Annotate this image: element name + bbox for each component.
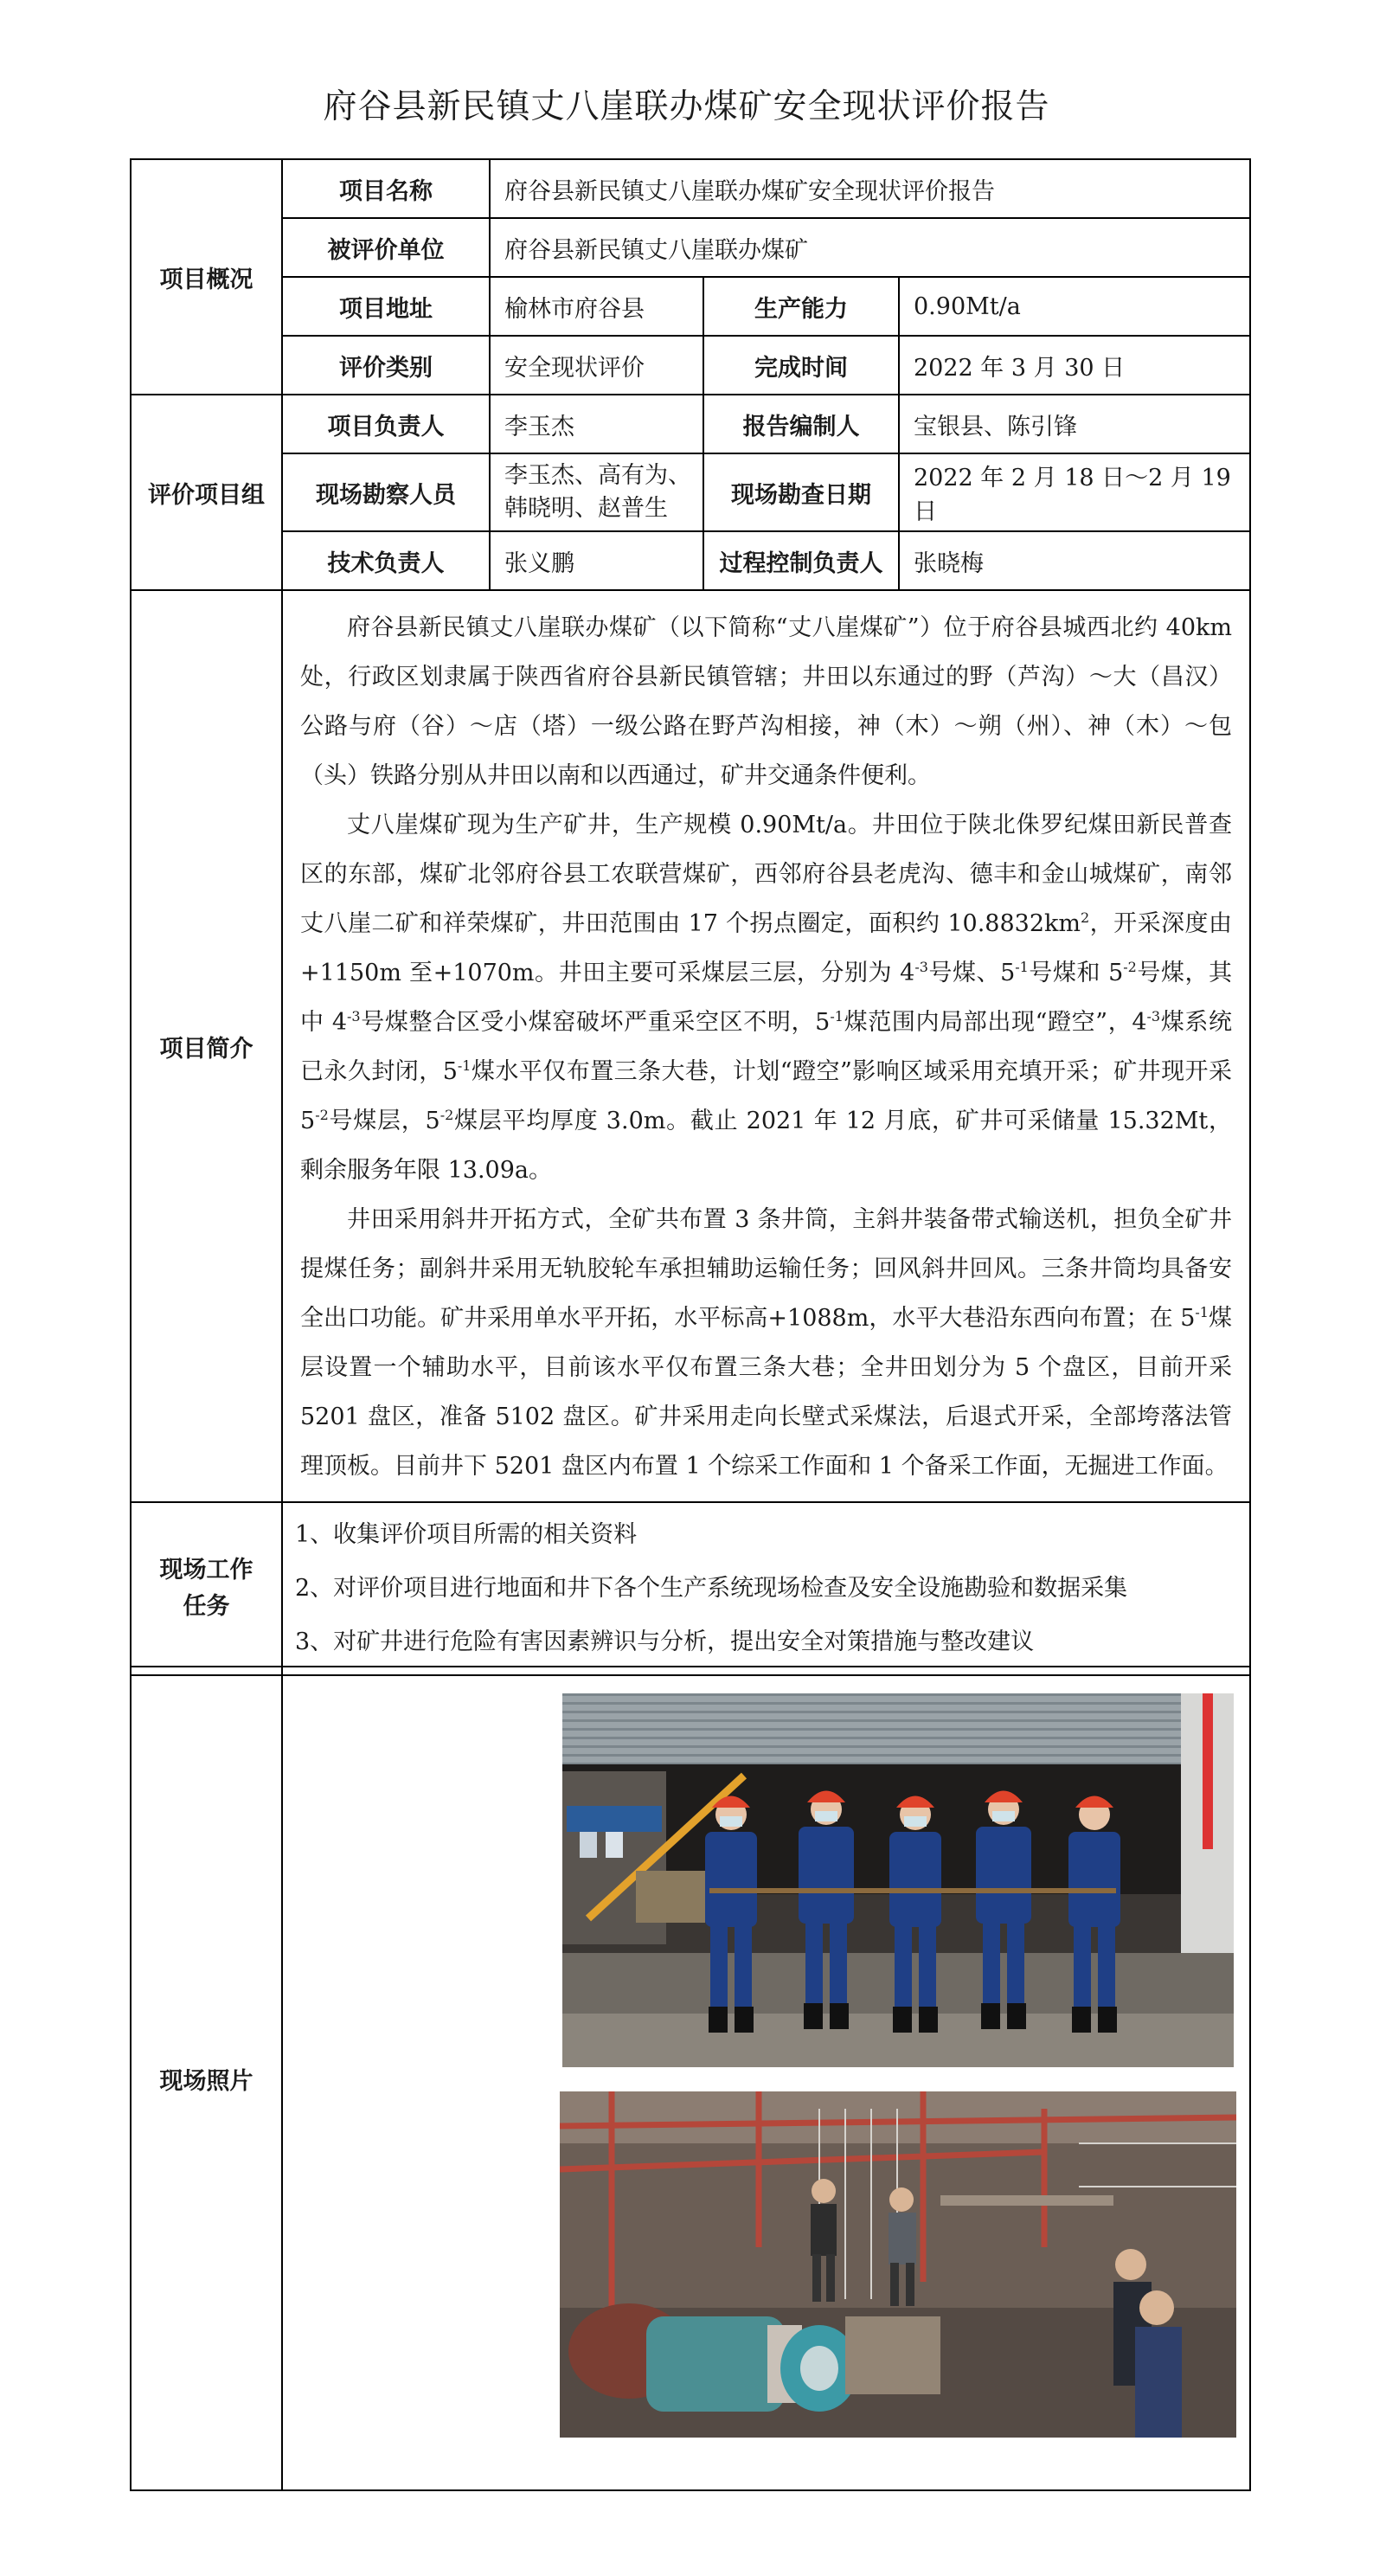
intro-paragraph-1: 府谷县新民镇丈八崖联办煤矿（以下简称“丈八崖煤矿”）位于府谷县城西北约 40km 处，行政区划隶属于陕西省府谷县新民镇管辖；井田以东通过的野（芦沟）～大（昌汉）公路与府（谷）～店（塔）一级公路在野芦沟相接，神（木）～朔（州）、神（木）～包（头）铁路分别从井田以南和以西通过，矿井交通条件便利。 [300,614,1232,789]
address-value: 榆林市府谷县 [490,277,703,336]
capacity-label: 生产能力 [703,277,899,336]
report-writer-label: 报告编制人 [703,395,899,453]
category-value: 安全现状评价 [490,336,703,395]
surveyors-line-2: 韩晓明、赵普生 [504,495,668,522]
evaluated-unit-value: 府谷县新民镇丈八崖联办煤矿 [490,218,1250,277]
project-name-label: 项目名称 [282,159,490,218]
report-summary-table [130,158,1251,1676]
tech-lead-label: 技术负责人 [282,531,490,590]
page-title: 府谷县新民镇丈八崖联办煤矿安全现状评价报告 [323,87,1050,126]
task-item: 1、收集评价项目所需的相关资料 [295,1521,638,1548]
section-team: 评价项目组 [131,395,282,590]
surveyors-line-1: 李玉杰、高有为、 [504,462,691,489]
survey-date-value: 2022 年 2 月 18 日～2 月 19 日 [899,453,1250,531]
tech-lead-value: 张义鹏 [490,531,703,590]
intro-paragraph-3: 井田采用斜井开拓方式，全矿共布置 3 条井筒，主斜井装备带式输送机，担负全矿井提煤任务；副斜井采用无轨胶轮车承担辅助运输任务；回风斜井回风。三条井筒均具备安全出口功能。矿井采用单水平开拓，水平标高+1088m，水平大巷沿东西向布置；在 $5^{-1}$煤层设置一个辅助水平，目前该水平仅布置三条大巷；全井田划分为 5 个盘区，目前开采 5201 盘区，准备 5102 盘区。矿井采用走向长壁式采煤法，后退式开采，全部垮落法管理顶板。目前井下 5201 盘区内布置 1 个综采工作面和 1 个备采工作面，无掘进工作面。 [300,1206,1233,1480]
completion-value: 2022 年 3 月 30 日 [899,336,1250,395]
leader-value: 李玉杰 [490,395,703,453]
process-control-label: 过程控制负责人 [703,531,899,590]
completion-label: 完成时间 [703,336,899,395]
survey-date-label: 现场勘查日期 [703,453,899,531]
section-photos: 现场照片 [131,1667,282,2490]
intro-paragraph-2: 丈八崖煤矿现为生产矿井，生产规模 0.90Mt/a。井田位于陕北侏罗纪煤田新民普查区的东部，煤矿北邻府谷县工农联营煤矿，西邻府谷县老虎沟、德丰和金山城煤矿，南邻丈八崖二矿和祥荣煤矿，井田范围由 17 个拐点圈定，面积约 $10.8832km^2$，开采深度由+1150m 至+1070m。井田主要可采煤层三层，分别为 $4^{-3}$号煤、$5^{-1}$号煤和 $5^{-2}$号煤，其中 $4^{-3}$号煤整合区受小煤窑破坏严重采空区不明，$5^{-1}$煤范围内局部出现“蹬空”，$4^{-3}$煤系统已永久封闭，$5^{-1}$煤水平仅布置三条大巷，计划“蹬空”影响区域采用充填开采；矿井现开采 $5^{-2}$号煤层，$5^{-2}$煤层平均厚度 3.0m。截止 2021 年 12 月底，矿井可采储量 15.32Mt，剩余服务年限 13.09a。 [300,812,1233,1184]
intro-text [282,590,1250,1502]
evaluated-unit-label: 被评价单位 [282,218,490,277]
address-label: 项目地址 [282,277,490,336]
capacity-value: 0.90Mt/a [899,277,1250,336]
photo-area [282,1667,1250,2490]
task-item: 2、对评价项目进行地面和井下各个生产系统现场检查及安全设施勘验和数据采集 [295,1575,1128,1602]
surveyors-value [490,453,703,531]
team-photo [562,1693,1234,2067]
surveyors-label: 现场勘察人员 [282,453,490,531]
process-control-value: 张晓梅 [899,531,1250,590]
equipment-inspection-photo [560,2091,1236,2438]
leader-label: 项目负责人 [282,395,490,453]
section-tasks: 现场工作 任务 [131,1502,282,1675]
category-label: 评价类别 [282,336,490,395]
site-photo-table [130,1666,1251,2491]
task-list [282,1502,1250,1675]
project-name-value: 府谷县新民镇丈八崖联办煤矿安全现状评价报告 [490,159,1250,218]
task-item: 3、对矿井进行危险有害因素辨识与分析，提出安全对策措施与整改建议 [295,1628,1035,1655]
section-intro: 项目简介 [131,590,282,1502]
report-writer-value: 宝银县、陈引锋 [899,395,1250,453]
section-overview: 项目概况 [131,159,282,395]
